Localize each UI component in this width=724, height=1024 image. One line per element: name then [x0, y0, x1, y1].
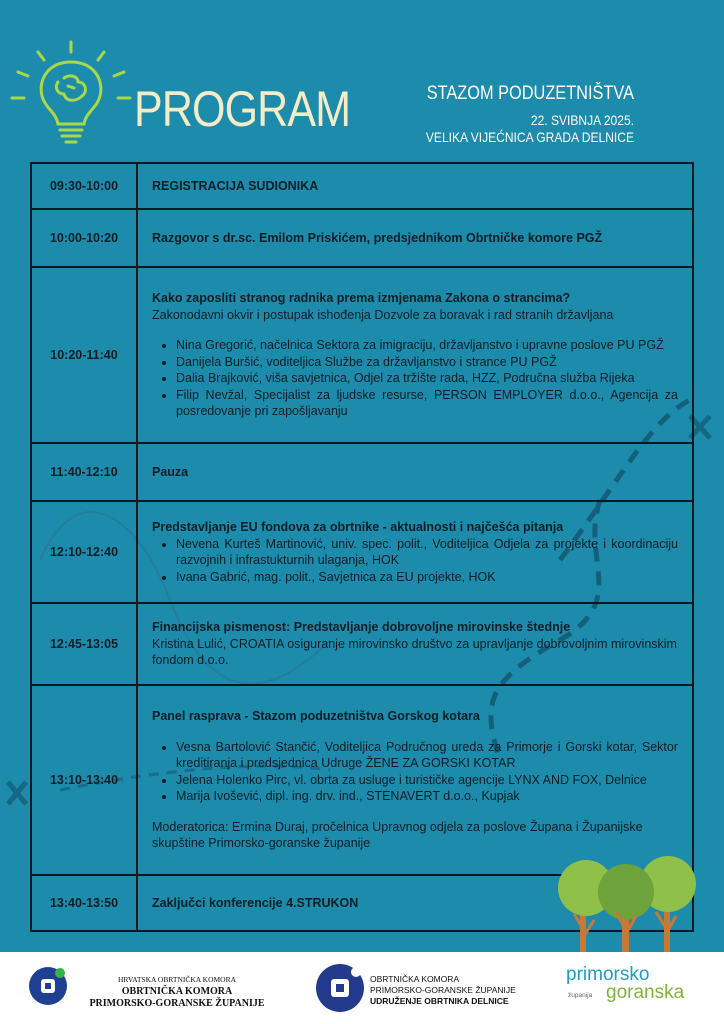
time-cell: 10:00-10:20 — [31, 209, 137, 267]
content-cell — [137, 501, 693, 603]
time-cell: 13:40-13:50 — [31, 875, 137, 931]
speaker-list — [152, 536, 678, 586]
session-title: Razgovor s dr.sc. Emilom Priskićem, predsjednikom Obrtničke komore PGŽ — [152, 230, 603, 245]
time-cell: 13:10-13:40 — [31, 685, 137, 875]
content-cell — [137, 267, 693, 443]
pgz-small: županija — [568, 992, 593, 999]
ok-line3: UDRUŽENJE OBRTNIKA DELNICE — [370, 996, 509, 1006]
ok-line1: OBRTNIČKA KOMORA — [370, 974, 460, 984]
content-cell — [137, 209, 693, 267]
content-cell — [137, 603, 693, 685]
event-name: STAZOM PODUZETNIŠTVA — [426, 83, 634, 104]
event-date: 22. SVIBNJA 2025. — [530, 112, 634, 128]
moderator-note: Moderatorica: Ermina Duraj, pročelnica Upravnog odjela za poslove Župana i Županijske skupštine Primorsko-goranske županije — [152, 819, 643, 851]
hok-text-block — [82, 974, 272, 1010]
pgz-logo — [566, 964, 696, 1014]
speaker-list — [152, 337, 678, 420]
list-item: • Dalia Brajković, viša savjetnica, Odjel za tržište rada, HZZ, Područna služba Rijeka — [176, 370, 678, 387]
hok-line2: OBRTNIČKA KOMORA — [121, 986, 233, 997]
session-title: Pauza — [152, 464, 189, 479]
event-info — [392, 84, 634, 147]
table-row — [31, 603, 693, 685]
hok-line3: PRIMORSKO-GORANSKE ŽUPANIJE — [89, 998, 265, 1009]
table-row — [31, 163, 693, 209]
trees-illustration — [556, 850, 696, 960]
session-subtitle: Kristina Lulić, CROATIA osiguranje mirovinsko društvo za upravljanje dobrovoljnim mirovinskim fondom d.o.o. — [152, 636, 677, 668]
session-title: Kako zaposliti stranog radnika prema izmjenama Zakona o strancima? — [152, 291, 571, 306]
speaker-list — [152, 739, 678, 805]
list-item: • Vesna Bartolović Stančić, Voditeljica Područnog ureda za Primorje i Gorski kotar, Sektor kreditiranja i predsjednica Udruge ŽENE ZA GORSKI KOTAR — [176, 739, 678, 772]
session-title: REGISTRACIJA SUDIONIKA — [152, 178, 319, 193]
table-row — [31, 209, 693, 267]
table-row — [31, 443, 693, 501]
table-row — [31, 501, 693, 603]
content-cell — [137, 443, 693, 501]
lightbulb-brain-icon — [8, 38, 134, 150]
session-title: Financijska pismenost: Predstavljanje dobrovoljne mirovinske štednje — [152, 620, 571, 635]
hok-line1: HRVATSKA OBRTNIČKA KOMORA — [118, 975, 236, 984]
program-table — [30, 162, 694, 932]
pgz-word2: goranska — [606, 982, 685, 1003]
footer — [0, 952, 724, 1024]
list-item: • Filip Nevžal, Specijalist za ljudske resurse, PERSON EMPLOYER d.o.o., Agencija za posredovanje pri zapošljavanju — [176, 387, 678, 420]
list-item: • Danijela Buršić, voditeljica Službe za državljanstvo i strance PU PGŽ — [176, 354, 678, 371]
time-cell: 12:45-13:05 — [31, 603, 137, 685]
list-item: • Jelena Holenko Pirc, vl. obrta za usluge i turističke agencije LYNX AND FOX, Delnice — [176, 772, 678, 789]
time-cell: 12:10-12:40 — [31, 501, 137, 603]
content-cell — [137, 685, 693, 875]
list-item: • Nina Gregorić, načelnica Sektora za imigraciju, državljanstvo i upravne poslove PU PGŽ — [176, 337, 678, 354]
session-title: Zaključci konferencije 4.STRUKON — [152, 895, 359, 910]
ok-text-block — [370, 974, 516, 1007]
page-title: PROGRAM — [134, 81, 351, 137]
ok-line2: PRIMORSKO-GORANSKE ŽUPANIJE — [370, 985, 516, 995]
session-title: Panel rasprava - Stazom poduzetništva Gorskog kotara — [152, 709, 480, 724]
event-venue: VELIKA VIJEĆNICA GRADA DELNICE — [425, 129, 634, 145]
list-item: • Ivana Gabrić, mag. polit., Savjetnica za EU projekte, HOK — [176, 569, 678, 586]
table-row — [31, 685, 693, 875]
pgz-word1: primorsko — [566, 964, 650, 985]
ok-logo-icon — [314, 962, 366, 1014]
content-cell — [137, 163, 693, 209]
list-item: • Marija Ivošević, dipl. ing. drv. ind., STENAVERT d.o.o., Kupjak — [176, 788, 678, 805]
session-title: Predstavljanje EU fondova za obrtnike - aktualnosti i najčešća pitanja — [152, 520, 564, 534]
table-row — [31, 267, 693, 443]
time-cell: 11:40-12:10 — [31, 443, 137, 501]
list-item: • Nevena Kurteš Martinović, univ. spec. polit., Voditeljica Odjela za projekte i koordinaciju razvojnih i infrastukturnih ulaganja, HOK — [176, 536, 678, 569]
hok-logo-icon — [28, 966, 68, 1006]
session-subtitle: Zakonodavni okvir i postupak ishođenja Dozvole za boravak i rad stranih državljana — [152, 307, 614, 322]
time-cell: 09:30-10:00 — [31, 163, 137, 209]
time-cell: 10:20-11:40 — [31, 267, 137, 443]
